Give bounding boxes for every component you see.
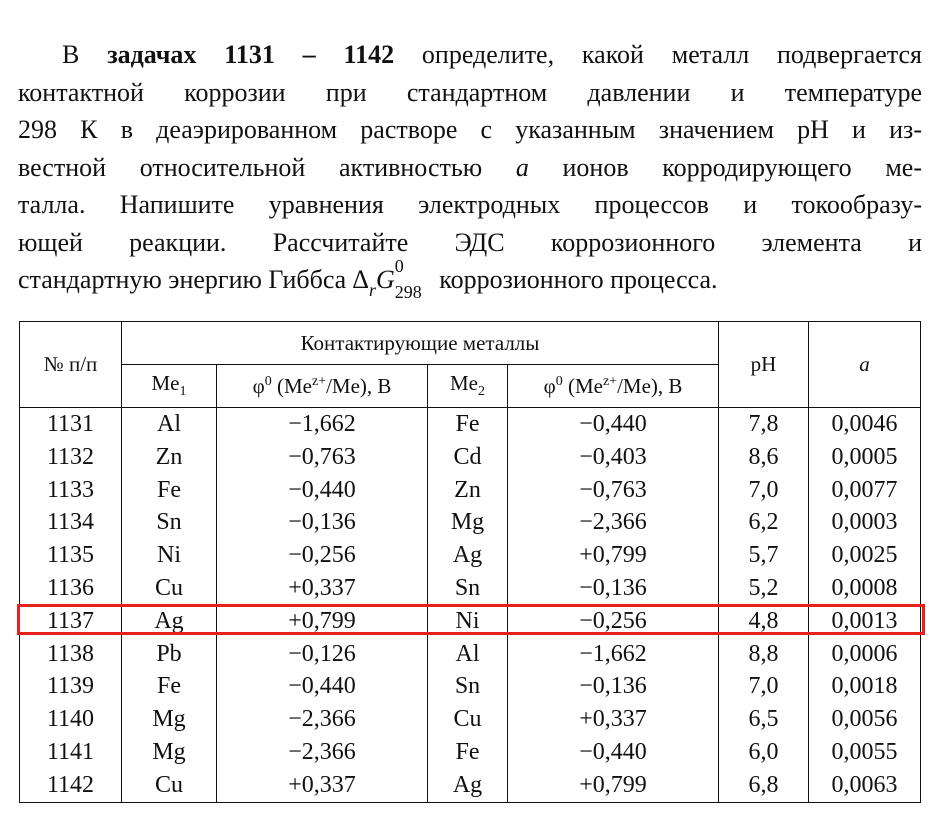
header-phi2-symbol: φ xyxy=(543,373,556,398)
cell-phi1: −0,763 xyxy=(217,441,428,474)
cell-ph: 5,2 xyxy=(719,572,809,605)
intro-line-5: талла. Напишите уравнения электродных процессов и токообразу- xyxy=(18,190,922,219)
header-phi2-charge: z+ xyxy=(602,373,618,389)
cell-me1: Pb xyxy=(122,638,217,671)
header-contact-metals: Контактирующие металлы xyxy=(122,322,719,365)
cell-phi1: +0,799 xyxy=(217,605,428,638)
header-me1 xyxy=(122,365,217,408)
header-phi1 xyxy=(217,365,428,408)
cell-me1: Ni xyxy=(122,539,217,572)
intro-line-7-pre: стандартную энергию Гиббса xyxy=(18,265,347,294)
cell-ph: 7,0 xyxy=(719,670,809,703)
header-phi2 xyxy=(508,365,719,408)
intro-line-4 xyxy=(18,149,922,187)
cell-me1: Mg xyxy=(122,736,217,769)
cell-me1: Mg xyxy=(122,703,217,736)
activity-variable: a xyxy=(515,152,529,182)
header-number: № п/п xyxy=(20,322,122,408)
intro-line-3: 298 К в деаэрированном растворе с указанным значением рН и из- xyxy=(18,115,922,144)
header-me1-label: Me xyxy=(151,371,180,396)
cell-phi2: −0,403 xyxy=(508,441,719,474)
cell-activity: 0,0005 xyxy=(809,441,921,474)
cell-me1: Sn xyxy=(122,506,217,539)
cell-number: 1140 xyxy=(20,703,122,736)
problem-range: задачах 1131 – 1142 xyxy=(107,40,395,69)
cell-ph: 7,8 xyxy=(719,408,809,441)
cell-phi2: −0,440 xyxy=(508,736,719,769)
cell-me2: Zn xyxy=(428,474,508,507)
cell-phi2: −0,256 xyxy=(508,605,719,638)
cell-me1: Fe xyxy=(122,474,217,507)
cell-me2: Ag xyxy=(428,769,508,802)
cell-phi2: −1,662 xyxy=(508,638,719,671)
cell-phi2: −0,440 xyxy=(508,408,719,441)
cell-me1: Fe xyxy=(122,670,217,703)
cell-me1: Cu xyxy=(122,572,217,605)
cell-phi1: −1,662 xyxy=(217,408,428,441)
cell-me1: Zn xyxy=(122,441,217,474)
header-phi2-post: /Me), В xyxy=(617,373,683,398)
table-body xyxy=(20,408,921,803)
intro-line-1-text: определите, какой металл подвергается xyxy=(421,40,922,69)
intro-line-4-pre: вестной относительной активностью xyxy=(18,152,483,182)
gibbs-subscript: 298 xyxy=(394,282,422,302)
table-row xyxy=(20,474,921,507)
cell-phi2: +0,799 xyxy=(508,769,719,802)
table-row xyxy=(20,506,921,539)
cell-activity: 0,0018 xyxy=(809,670,921,703)
cell-number: 1138 xyxy=(20,638,122,671)
header-phi1-symbol: φ xyxy=(252,373,265,398)
gibbs-r-subscript: r xyxy=(368,280,376,300)
cell-phi1: −0,256 xyxy=(217,539,428,572)
header-phi2-mid: (Me xyxy=(562,373,603,398)
cell-me2: Fe xyxy=(428,736,508,769)
cell-ph: 8,6 xyxy=(719,441,809,474)
cell-phi1: +0,337 xyxy=(217,572,428,605)
header-me2-label: Me xyxy=(450,371,478,396)
cell-phi2: −2,366 xyxy=(508,506,719,539)
cell-activity: 0,0013 xyxy=(809,605,921,638)
header-phi1-mid: (Me xyxy=(271,373,312,398)
cell-number: 1131 xyxy=(20,408,122,441)
cell-phi1: −0,440 xyxy=(217,670,428,703)
header-phi1-sup: 0 xyxy=(264,373,272,389)
header-me2 xyxy=(428,365,508,408)
cell-number: 1139 xyxy=(20,670,122,703)
cell-phi2: +0,337 xyxy=(508,703,719,736)
header-activity: a xyxy=(809,322,921,408)
cell-phi2: −0,136 xyxy=(508,670,719,703)
cell-ph: 4,8 xyxy=(719,605,809,638)
cell-activity: 0,0056 xyxy=(809,703,921,736)
cell-number: 1133 xyxy=(20,474,122,507)
cell-phi1: +0,337 xyxy=(217,769,428,802)
cell-ph: 5,7 xyxy=(719,539,809,572)
cell-phi1: −0,136 xyxy=(217,506,428,539)
cell-me2: Ag xyxy=(428,539,508,572)
cell-activity: 0,0008 xyxy=(809,572,921,605)
cell-activity: 0,0003 xyxy=(809,506,921,539)
cell-phi2: +0,799 xyxy=(508,539,719,572)
cell-me1: Cu xyxy=(122,769,217,802)
cell-me1: Al xyxy=(122,408,217,441)
cell-phi2: −0,763 xyxy=(508,474,719,507)
gibbs-superscript: 0 xyxy=(394,256,404,276)
cell-me2: Mg xyxy=(428,506,508,539)
cell-activity: 0,0046 xyxy=(809,408,921,441)
intro-line-6: ющей реакции. Рассчитайте ЭДС коррозионного элемента и xyxy=(18,227,922,257)
cell-activity: 0,0055 xyxy=(809,736,921,769)
corrosion-data-table xyxy=(19,321,921,803)
cell-me2: Cd xyxy=(428,441,508,474)
cell-number: 1141 xyxy=(20,736,122,769)
table-row xyxy=(20,736,921,769)
intro-lead: В xyxy=(62,40,80,69)
cell-phi1: −0,126 xyxy=(217,638,428,671)
table-row xyxy=(20,441,921,474)
cell-ph: 8,8 xyxy=(719,638,809,671)
cell-me2: Cu xyxy=(428,703,508,736)
cell-me2: Al xyxy=(428,638,508,671)
cell-ph: 6,2 xyxy=(719,506,809,539)
cell-activity: 0,0063 xyxy=(809,769,921,802)
cell-me2: Fe xyxy=(428,408,508,441)
table-row xyxy=(20,408,921,441)
cell-phi1: −2,366 xyxy=(217,703,428,736)
cell-number: 1142 xyxy=(20,769,122,802)
header-me1-subscript: 1 xyxy=(179,384,187,400)
header-phi2-sup: 0 xyxy=(555,373,563,389)
header-me2-subscript: 2 xyxy=(478,384,485,400)
cell-me2: Sn xyxy=(428,670,508,703)
gibbs-g-symbol: G xyxy=(375,265,395,294)
table-row xyxy=(20,703,921,736)
cell-number: 1132 xyxy=(20,441,122,474)
header-phi1-post: /Me), В xyxy=(326,373,392,398)
table-row xyxy=(20,539,921,572)
intro-line-2: контактной коррозии при стандартном давлении и температуре xyxy=(18,77,922,107)
cell-phi2: −0,136 xyxy=(508,572,719,605)
cell-ph: 6,8 xyxy=(719,769,809,802)
gibbs-energy-symbol xyxy=(352,256,429,302)
cell-activity: 0,0006 xyxy=(809,638,921,671)
intro-line-7 xyxy=(18,256,922,302)
cell-me1: Ag xyxy=(122,605,217,638)
header-phi1-charge: z+ xyxy=(311,373,327,389)
table-row xyxy=(20,769,921,802)
gibbs-indices xyxy=(394,256,429,302)
intro-line-1 xyxy=(18,36,922,74)
cell-me2: Sn xyxy=(428,572,508,605)
header-ph: pH xyxy=(719,322,809,408)
cell-number: 1135 xyxy=(20,539,122,572)
header-row-1 xyxy=(20,322,921,365)
cell-me2: Ni xyxy=(428,605,508,638)
cell-ph: 6,5 xyxy=(719,703,809,736)
cell-ph: 7,0 xyxy=(719,474,809,507)
table-row-highlighted xyxy=(20,605,921,638)
table-row xyxy=(20,638,921,671)
cell-number: 1136 xyxy=(20,572,122,605)
table-row xyxy=(20,670,921,703)
cell-ph: 6,0 xyxy=(719,736,809,769)
cell-activity: 0,0077 xyxy=(809,474,921,507)
problem-statement xyxy=(18,36,922,302)
cell-number: 1134 xyxy=(20,506,122,539)
delta-symbol: Δ xyxy=(352,265,369,294)
intro-line-4-post: ионов корродирующего ме- xyxy=(562,152,922,182)
cell-number: 1137 xyxy=(20,605,122,638)
table-row xyxy=(20,572,921,605)
intro-line-7-post: коррозионного процесса. xyxy=(439,265,718,294)
cell-phi1: −2,366 xyxy=(217,736,428,769)
cell-activity: 0,0025 xyxy=(809,539,921,572)
cell-phi1: −0,440 xyxy=(217,474,428,507)
